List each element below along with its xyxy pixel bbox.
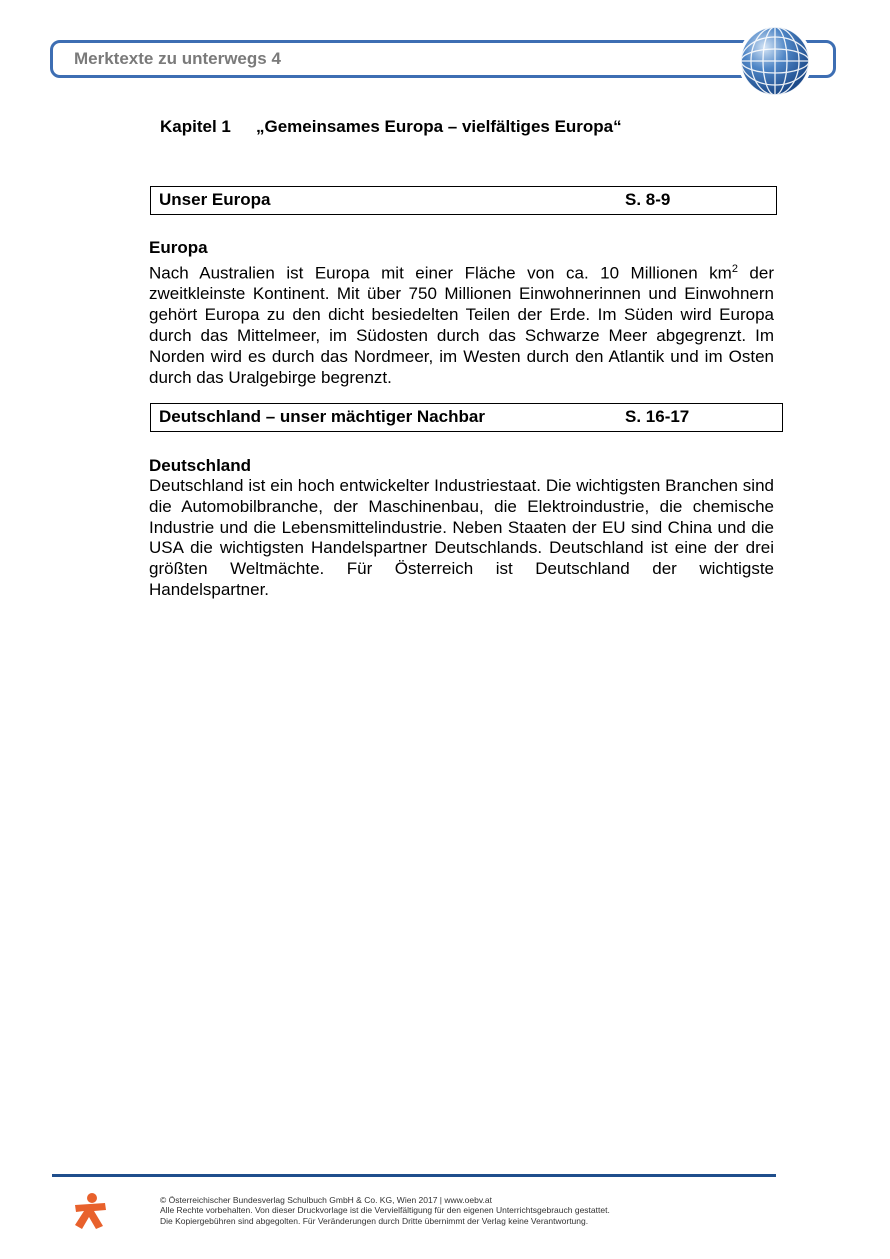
page-header-title: Merktexte zu unterwegs 4 bbox=[74, 49, 281, 68]
footer-line-3: Die Kopiergebühren sind abgegolten. Für Veränderungen durch Dritte übernimmt der Verlag keine Verantwortung. bbox=[160, 1215, 589, 1226]
section-text-part: der zweitkleinste Kontinent. Mit über 750 Millionen Einwohnerinnen und Einwohnern gehört Europa zu den dicht besiedelten Teilen der Erde. Im Süden wird Europa durch das Mittelmeer, im Südosten durch das Schwarze Meer abgegrenzt. Im Norden wird es durch das Nordmeer, im Westen durch den Atlantik und im Osten durch das Uralgebirge begrenzt. bbox=[149, 263, 774, 387]
topic-box-unser-europa bbox=[150, 186, 777, 215]
topic-box-title: Deutschland – unser mächtiger Nachbar bbox=[159, 407, 485, 426]
chapter-heading bbox=[160, 117, 622, 137]
topic-box-pages: S. 16-17 bbox=[625, 407, 690, 426]
chapter-title: „Gemeinsames Europa – vielfältiges Europa“ bbox=[256, 117, 622, 136]
section-text-part: Nach Australien ist Europa mit einer Fläche von ca. 10 Millionen km bbox=[149, 263, 732, 283]
publisher-logo-icon bbox=[72, 1192, 108, 1235]
globe-icon bbox=[738, 24, 812, 98]
section-text-deutschland: Deutschland ist ein hoch entwickelter Industriestaat. Die wichtigsten Branchen sind die Automobilbranche, der Maschinenbau, die Elektroindustrie, die chemische Industrie und die Lebensmittelindustrie. Neben Staaten der EU sind China und die USA die wichtigsten Handelspartner Deutschlands. Deutschland ist eine der drei größten Weltmächte. Für Österreich ist Deutschland der wichtigste Handelspartner. bbox=[149, 476, 774, 599]
topic-box-deutschland bbox=[150, 403, 783, 432]
topic-box-pages: S. 8-9 bbox=[625, 190, 671, 209]
section-heading-europa: Europa bbox=[149, 238, 208, 257]
footer-divider bbox=[52, 1174, 776, 1177]
footer-copyright bbox=[160, 1195, 610, 1226]
superscript: 2 bbox=[731, 263, 738, 275]
footer-line-2: Alle Rechte vorbehalten. Von dieser Druckvorlage ist die Vervielfältigung für den eigenen Unterrichtsgebrauch gestattet. bbox=[160, 1205, 610, 1216]
footer-line-1: © Österreichischer Bundesverlag Schulbuch GmbH & Co. KG, Wien 2017 | www.oebv.at bbox=[160, 1195, 492, 1205]
topic-box-title: Unser Europa bbox=[159, 190, 271, 209]
section-text-europa bbox=[149, 259, 774, 388]
section-heading-deutschland: Deutschland bbox=[149, 456, 252, 475]
chapter-number: Kapitel 1 bbox=[160, 117, 231, 136]
